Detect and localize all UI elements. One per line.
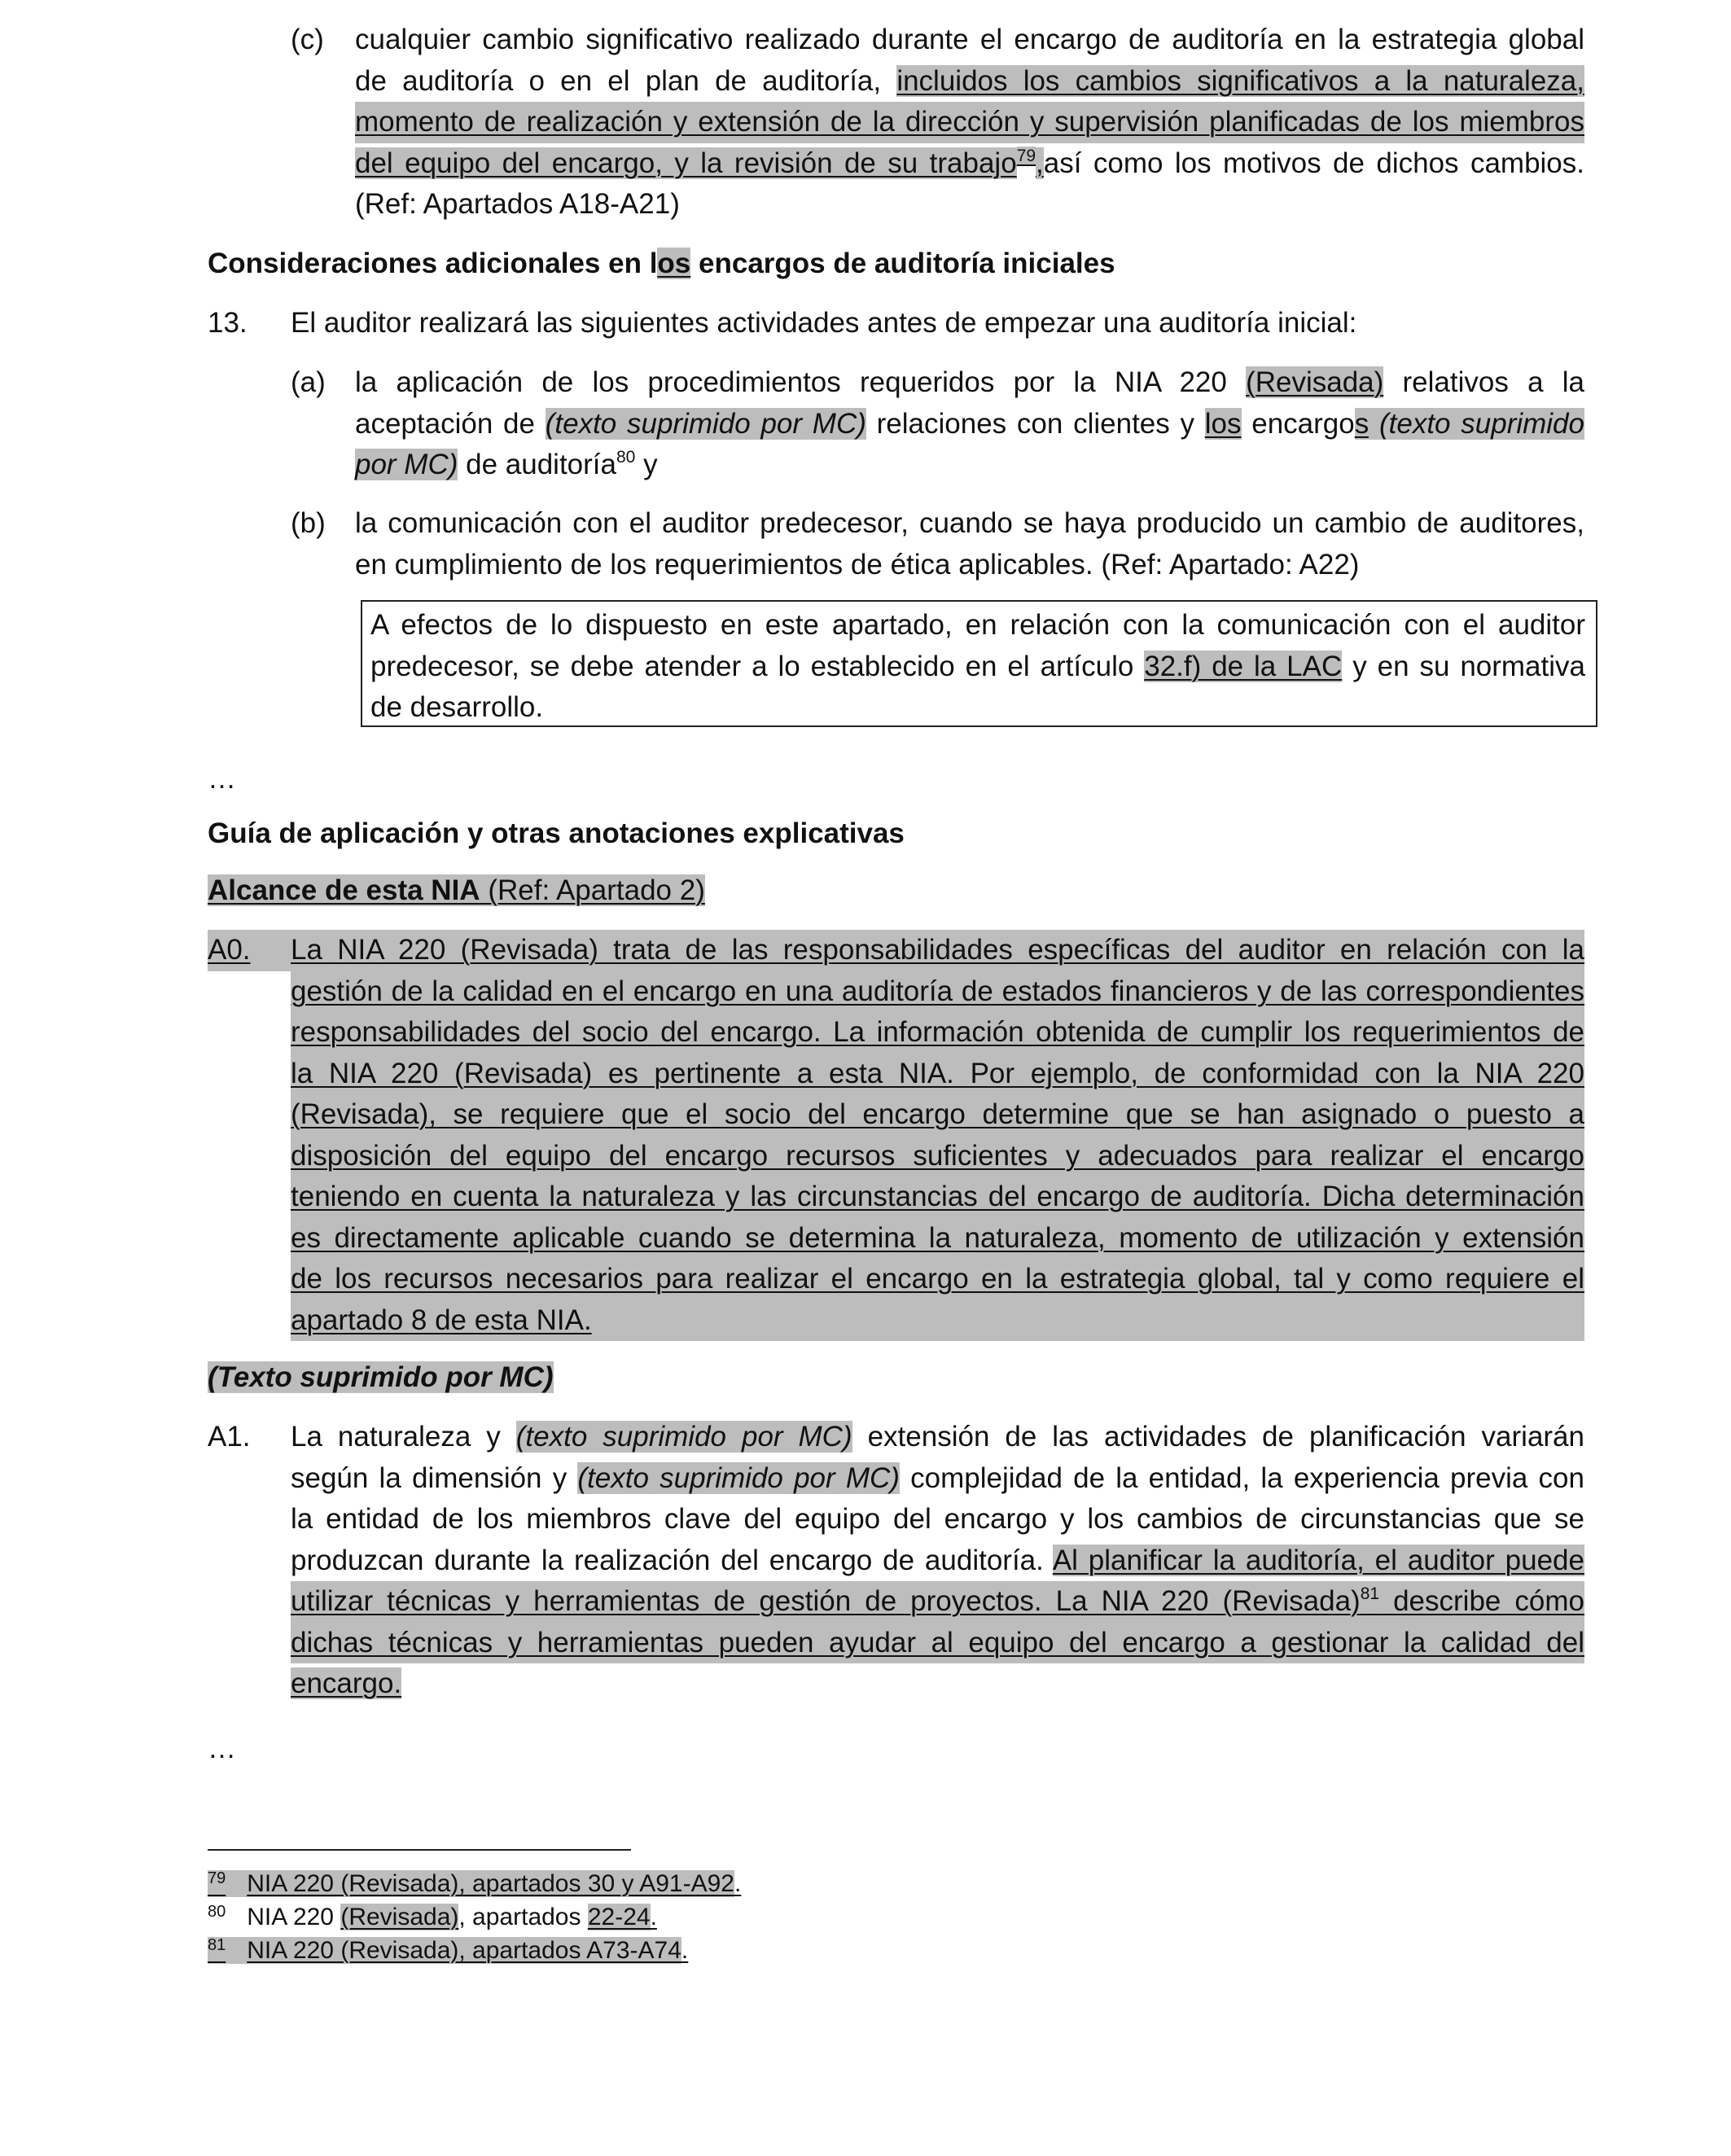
para-13-number: 13. xyxy=(208,307,248,339)
ellipsis: … xyxy=(208,1733,236,1764)
item-a-text: la aplicación de los procedimientos requeridos por la NIA 220 (Revisada) relativos a la aceptación de (texto suprimido por MC) relaciones con clientes y los encargos (texto suprimido por MC) de auditoría$^{80}$ y xyxy=(355,366,1584,480)
item-b-text: la comunicación con el auditor predecesor, cuando se haya producido un cambio de auditores, en cumplimiento de los requerimientos de ética aplicables. (Ref: Apartado: A22) xyxy=(355,507,1584,581)
highlighted-insertion: incluidos los cambios significativos a la naturaleza, xyxy=(896,64,1584,97)
item-c-line-4: del equipo del encargo, y la revisión de su trabajo$^{79}$,así como los motivos de dichos cambios. xyxy=(355,146,1585,179)
footnote-separator xyxy=(208,1849,631,1851)
heading-application-guide: Guía de aplicación y otras anotaciones explicativas xyxy=(208,817,905,849)
item-a-label: (a) xyxy=(291,366,326,398)
item-c-line-2: de auditoría o en el plan de auditoría, incluidos los cambios significativos a la naturaleza, xyxy=(355,64,1584,97)
item-c-line-1: cualquier cambio significativo realizado durante el encargo de auditoría en la estrategia global xyxy=(355,24,1584,55)
note-box-text: A efectos de lo dispuesto en este apartado, en relación con la comunicación con el auditor predecesor, se debe atender a lo establecido en el artículo 32.f) de la LAC y en su normativa de desarrollo. xyxy=(370,609,1585,723)
heading-scope: Alcance de esta NIA (Ref: Apartado 2) xyxy=(208,874,705,906)
heading-initial-engagements: Consideraciones adicionales en los encargos de auditoría iniciales xyxy=(208,248,1115,279)
lac-reference: 32.f) de la LAC xyxy=(1144,650,1343,682)
para-a1-number: A1. xyxy=(208,1421,251,1453)
footnote-79: $^{79}$ NIA 220 (Revisada), apartados 30 y A91-A92. xyxy=(208,1869,742,1897)
footnote-80: $^{80}$ NIA 220 (Revisada), apartados 22-24. xyxy=(208,1903,657,1930)
para-a0-text: La NIA 220 (Revisada) trata de las responsabilidades específicas del auditor en relación con la gestión de la calidad en el encargo en una auditoría de estados financieros y de las correspondientes responsabilidades del socio del encargo. La información obtenida de cumplir los requerimientos de la NIA 220 (Revisada) es pertinente a esta NIA. Por ejemplo, de conformidad con la NIA 220 (Revisada), se requiere que el socio del encargo determine que se han asignado o puesto a disposición del equipo del encargo recursos suficientes y adecuados para realizar el encargo teniendo en cuenta la naturaleza y las circunstancias del encargo de auditoría. Dicha determinación es directamente aplicable cuando se determina la naturaleza, momento de utilización y extensión de los recursos necesarios para realizar el encargo en la estrategia global, tal y como requiere el apartado 8 de esta NIA. xyxy=(291,930,1584,1341)
item-c-text xyxy=(355,20,1584,226)
item-c-label: (c) xyxy=(291,24,324,55)
item-b-label: (b) xyxy=(291,507,326,539)
item-c-line-5: (Ref: Apartados A18-A21) xyxy=(355,188,680,220)
footnote-ref-80: 80 xyxy=(616,448,636,467)
item-c-line-3: momento de realización y extensión de la dirección y supervisión planificadas de los miembros xyxy=(355,102,1584,143)
footnote-ref-81: 81 xyxy=(1360,1584,1380,1603)
footnote-ref-79: 79 xyxy=(1016,146,1036,165)
para-13-text: El auditor realizará las siguientes actividades antes de empezar una auditoría inicial: xyxy=(291,307,1357,339)
para-a0-number: A0. xyxy=(208,930,291,971)
footnote-81: $^{81}$ NIA 220 (Revisada), apartados A73-A74. xyxy=(208,1936,689,1964)
para-a1-text: La naturaleza y (texto suprimido por MC) extensión de las actividades de planificación variarán según la dimensión y (texto suprimido por MC) complejidad de la entidad, la experiencia previa con la entidad de los miembros clave del equipo del encargo y los cambios de circunstancias que se produzcan durante la realización del encargo de auditoría. Al planificar la auditoría, el auditor puede utilizar técnicas y herramientas de gestión de proyectos. La NIA 220 (Revisada)$^{81}$ describe cómo dichas técnicas y herramientas pueden ayudar al equipo del encargo a gestionar la calidad del encargo. xyxy=(291,1421,1584,1699)
ellipsis: … xyxy=(208,763,236,795)
heading-deleted-text: (Texto suprimido por MC) xyxy=(208,1361,554,1393)
